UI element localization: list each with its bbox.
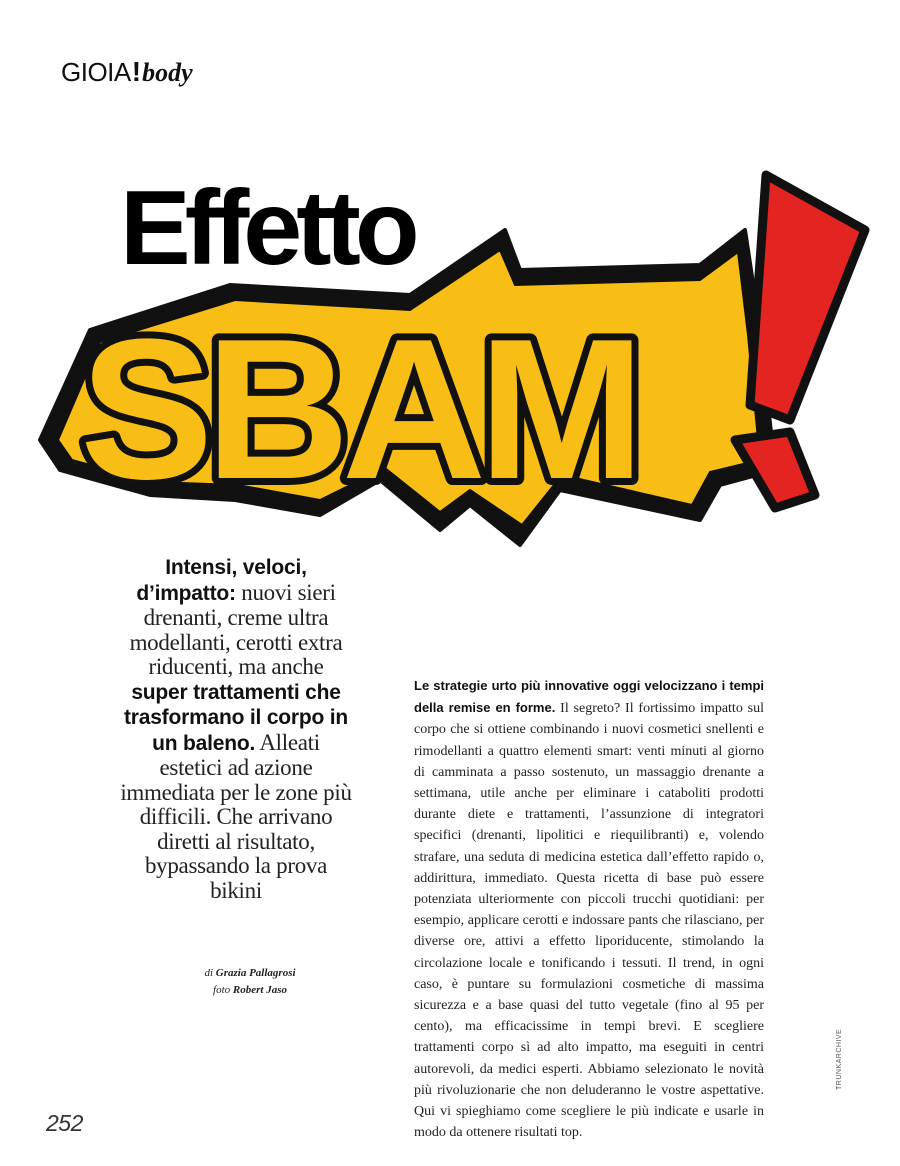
lede-lead: Intensi, veloci, d’impatto: (136, 556, 307, 605)
exclamation-bar (750, 175, 865, 420)
masthead-brand: GIOIA (61, 57, 131, 87)
exclamation-logo-icon: ! (131, 56, 142, 87)
lede (120, 555, 352, 903)
lede-text-1: nuovi sieri drenanti, creme ultra modellanti, cerotti extra riducenti, ma anche (129, 579, 343, 679)
body-paragraph: Il segreto? Il fortissimo impatto sul corpo che si ottiene combinando i nuovi cosmetici snellenti e rimodellanti a quattro elementi smart: venti minuti al giorno di camminata a passo sostenuto, un massaggio drenante a settimana, utile anche per eliminare i cataboliti prodotti durante diete e trattamenti, l’assunzione di integratori specifici (drenanti, lipolitici e riequilibranti) e, volendo strafare, una seduta di medicina estetica dall’effetto rapido o, addirittura, immediato. Questa ricetta di base può essere potenziata ulteriormente con piccoli trucchi quotidiani: per esempio, applicare cerotti e indossare pants che rilasciano, per diverse ore, attivi a effetto liporiducente, stimolando la circolazione locale e tonificando i tessuti. Il trend, in ogni caso, è puntare su formulazioni cosmetiche di massima sicurezza e a base quasi del tutto vegetale (fino al 95 per cento), ma efficacissime in tempi brevi. E scegliere trattamenti corpo sì ad alto impatto, ma eseguiti in centri autorevoli, da medici esperti. Abbiamo selezionato le novità più rivoluzionarie che non deluderanno le vostre aspettative. Qui vi spieghiamo come scegliere le più indicate e usarle in modo da ottenere risultati top. (414, 701, 764, 1141)
byline (150, 965, 350, 999)
headline-effetto: Effetto (120, 169, 414, 287)
body-intro: Le strategie urto più innovative oggi velocizzano i tempi della remise en forme. (414, 678, 764, 716)
author-name: Grazia Pallagrosi (215, 967, 296, 979)
page-number: 252 (46, 1110, 83, 1136)
photographer-name: Robert Jaso (232, 984, 287, 996)
lede-bold-2: super trattamenti che trasformano il corpo in un baleno. (123, 680, 349, 755)
sbam-letters: SBAM (80, 298, 637, 521)
photo-credit: TRUNKARCHIVE (836, 1028, 843, 1090)
byline-photo: foto Robert Jaso (213, 984, 287, 996)
masthead-section: body (142, 58, 193, 87)
body-text (414, 675, 764, 1143)
sbam-comic-headline (0, 0, 900, 560)
byline-author: di Grazia Pallagrosi (204, 967, 296, 979)
lede-text-2: Alleati estetici ad azione immediata per le zone più difficili. Che arrivano diretti al risultato, bypassando la prova bikini (120, 729, 352, 903)
